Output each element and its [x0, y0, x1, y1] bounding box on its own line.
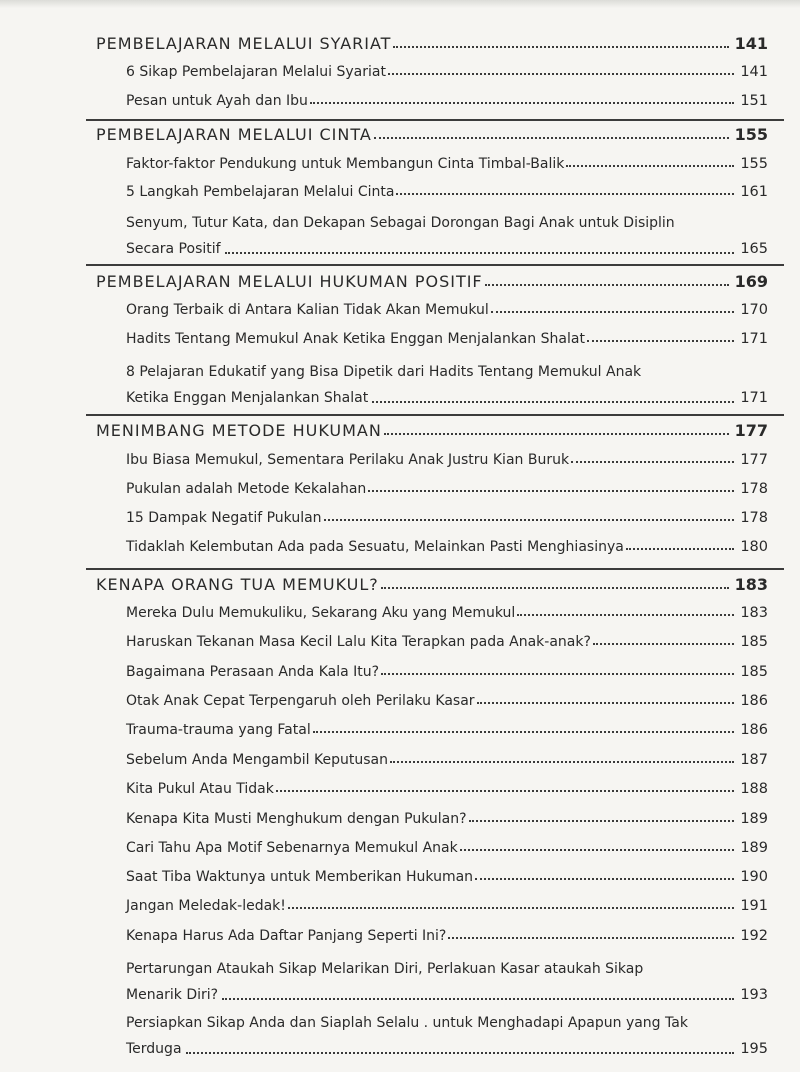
page-edge-shadow — [0, 0, 800, 8]
item-title: 8 Pelajaran Edukatif yang Bisa Dipetik dari Hadits Tentang Memukul Anak — [126, 364, 642, 380]
section-page-number: 177 — [734, 421, 768, 440]
toc-item[interactable] — [126, 928, 768, 944]
dot-leader — [381, 587, 729, 589]
item-title-continued: Ketika Enggan Menjalankan Shalat — [126, 390, 369, 406]
item-title: Trauma-trauma yang Fatal — [126, 722, 311, 738]
toc-item[interactable] — [126, 956, 768, 1008]
toc-section-hukuman-positif[interactable] — [96, 272, 768, 291]
dot-leader — [491, 311, 735, 313]
toc-item[interactable] — [126, 302, 768, 318]
item-title: 5 Langkah Pembelajaran Melalui Cinta — [126, 184, 395, 200]
toc-item[interactable] — [126, 1010, 768, 1062]
item-page-number: 185 — [740, 664, 768, 680]
item-title: Tidaklah Kelembutan Ada pada Sesuatu, Melainkan Pasti Menghiasinya — [126, 539, 624, 555]
dot-leader — [288, 907, 734, 909]
section-divider — [86, 264, 784, 266]
item-page-number: 180 — [740, 539, 768, 555]
toc-section-syariat[interactable] — [96, 34, 768, 53]
toc-section-kenapa-memukul[interactable] — [96, 575, 768, 594]
item-title-continued: Terduga — [126, 1041, 182, 1057]
item-page-number: 178 — [740, 481, 768, 497]
dot-leader — [477, 702, 735, 704]
item-title-continued: Menarik Diri? — [126, 987, 219, 1003]
item-page-number: 189 — [740, 811, 768, 827]
item-page-number: 189 — [740, 840, 768, 856]
item-title: Otak Anak Cepat Terpengaruh oleh Perilaku Kasar — [126, 693, 475, 709]
dot-leader — [374, 137, 729, 139]
item-page-number: 187 — [740, 752, 768, 768]
item-page-number: 178 — [740, 510, 768, 526]
toc-item[interactable] — [126, 331, 768, 347]
item-page-number: 192 — [740, 928, 768, 944]
item-title: Senyum, Tutur Kata, dan Dekapan Sebagai Dorongan Bagi Anak untuk Disiplin — [126, 215, 675, 231]
dot-leader — [460, 849, 735, 851]
toc-item[interactable] — [126, 210, 768, 262]
section-divider — [86, 568, 784, 570]
item-page-number: 193 — [740, 987, 768, 1003]
item-page-number: 195 — [740, 1041, 768, 1057]
item-title: Saat Tiba Waktunya untuk Memberikan Hukuman — [126, 869, 474, 885]
toc-item[interactable] — [126, 664, 768, 680]
item-page-number: 161 — [740, 184, 768, 200]
section-title: PEMBELAJARAN MELALUI SYARIAT — [96, 34, 392, 53]
item-page-number: 190 — [740, 869, 768, 885]
dot-leader — [324, 519, 735, 521]
item-title: Persiapkan Sikap Anda dan Siaplah Selalu . untuk Menghadapi Apapun yang Tak — [126, 1015, 688, 1031]
section-divider — [86, 119, 784, 121]
section-page-number: 169 — [734, 272, 768, 291]
dot-leader — [587, 340, 734, 342]
toc-item[interactable] — [126, 359, 768, 411]
dot-leader — [368, 490, 734, 492]
dot-leader — [566, 165, 734, 167]
toc-item[interactable] — [126, 539, 768, 555]
toc-item[interactable] — [126, 869, 768, 885]
item-title: Hadits Tentang Memukul Anak Ketika Enggan Menjalankan Shalat — [126, 331, 585, 347]
item-title: Mereka Dulu Memukuliku, Sekarang Aku yang Memukul — [126, 605, 516, 621]
dot-leader — [372, 401, 734, 403]
item-title: Pukulan adalah Metode Kekalahan — [126, 481, 367, 497]
toc-item[interactable] — [126, 184, 768, 200]
item-title: Kita Pukul Atau Tidak — [126, 781, 274, 797]
item-title: Sebelum Anda Mengambil Keputusan — [126, 752, 388, 768]
section-page-number: 141 — [734, 34, 768, 53]
toc-item[interactable] — [126, 481, 768, 497]
item-page-number: 185 — [740, 634, 768, 650]
toc-item[interactable] — [126, 722, 768, 738]
toc-item[interactable] — [126, 156, 768, 172]
item-title: Cari Tahu Apa Motif Sebenarnya Memukul Anak — [126, 840, 458, 856]
dot-leader — [571, 461, 734, 463]
toc-section-cinta[interactable] — [96, 125, 768, 144]
dot-leader — [626, 548, 734, 550]
item-title: 15 Dampak Negatif Pukulan — [126, 510, 322, 526]
item-title: Ibu Biasa Memukul, Sementara Perilaku Anak Justru Kian Buruk — [126, 452, 570, 468]
item-title: Kenapa Kita Musti Menghukum dengan Pukulan? — [126, 811, 467, 827]
item-page-number: 183 — [740, 605, 768, 621]
toc-item[interactable] — [126, 840, 768, 856]
section-divider — [86, 414, 784, 416]
item-page-number: 186 — [740, 693, 768, 709]
item-page-number: 155 — [740, 156, 768, 172]
dot-leader — [390, 761, 734, 763]
dot-leader — [469, 820, 735, 822]
dot-leader — [225, 252, 735, 254]
item-page-number: 171 — [740, 331, 768, 347]
dot-leader — [517, 614, 734, 616]
item-title: Haruskan Tekanan Masa Kecil Lalu Kita Terapkan pada Anak-anak? — [126, 634, 591, 650]
item-page-number: 188 — [740, 781, 768, 797]
toc-item[interactable] — [126, 781, 768, 797]
dot-leader — [381, 673, 734, 675]
section-title: PEMBELAJARAN MELALUI CINTA — [96, 125, 372, 144]
item-title: Pesan untuk Ayah dan Ibu — [126, 93, 308, 109]
item-page-number: 186 — [740, 722, 768, 738]
section-title: KENAPA ORANG TUA MEMUKUL? — [96, 575, 379, 594]
dot-leader — [186, 1052, 735, 1054]
dot-leader — [222, 998, 734, 1000]
section-page-number: 183 — [734, 575, 768, 594]
item-title-continued: Secara Positif — [126, 241, 221, 257]
toc-section-metode-hukuman[interactable] — [96, 421, 768, 440]
dot-leader — [310, 102, 734, 104]
toc-item[interactable] — [126, 452, 768, 468]
item-page-number: 151 — [740, 93, 768, 109]
dot-leader — [276, 790, 734, 792]
dot-leader — [475, 878, 734, 880]
dot-leader — [485, 284, 729, 286]
toc-item[interactable] — [126, 752, 768, 768]
item-page-number: 165 — [740, 241, 768, 257]
dot-leader — [388, 73, 734, 75]
item-page-number: 191 — [740, 898, 768, 914]
toc-item[interactable] — [126, 605, 768, 621]
toc-item[interactable] — [126, 93, 768, 109]
section-title: PEMBELAJARAN MELALUI HUKUMAN POSITIF — [96, 272, 483, 291]
item-title: Kenapa Harus Ada Daftar Panjang Seperti Ini? — [126, 928, 447, 944]
toc-item[interactable] — [126, 510, 768, 526]
item-page-number: 171 — [740, 390, 768, 406]
dot-leader — [448, 937, 734, 939]
dot-leader — [393, 46, 728, 48]
toc-item[interactable] — [126, 64, 768, 80]
dot-leader — [384, 433, 729, 435]
item-title: 6 Sikap Pembelajaran Melalui Syariat — [126, 64, 386, 80]
dot-leader — [593, 643, 734, 645]
item-title: Pertarungan Ataukah Sikap Melarikan Diri, Perlakuan Kasar ataukah Sikap — [126, 961, 644, 977]
toc-item[interactable] — [126, 898, 768, 914]
toc-item[interactable] — [126, 634, 768, 650]
section-page-number: 155 — [734, 125, 768, 144]
item-title: Orang Terbaik di Antara Kalian Tidak Akan Memukul — [126, 302, 489, 318]
item-page-number: 170 — [740, 302, 768, 318]
toc-item[interactable] — [126, 811, 768, 827]
item-title: Jangan Meledak-ledak! — [126, 898, 286, 914]
dot-leader — [396, 193, 734, 195]
item-title: Faktor-faktor Pendukung untuk Membangun Cinta Timbal-Balik — [126, 156, 565, 172]
item-page-number: 141 — [740, 64, 768, 80]
item-title: Bagaimana Perasaan Anda Kala Itu? — [126, 664, 380, 680]
toc-item[interactable] — [126, 693, 768, 709]
item-page-number: 177 — [740, 452, 768, 468]
section-title: MENIMBANG METODE HUKUMAN — [96, 421, 382, 440]
dot-leader — [313, 731, 735, 733]
